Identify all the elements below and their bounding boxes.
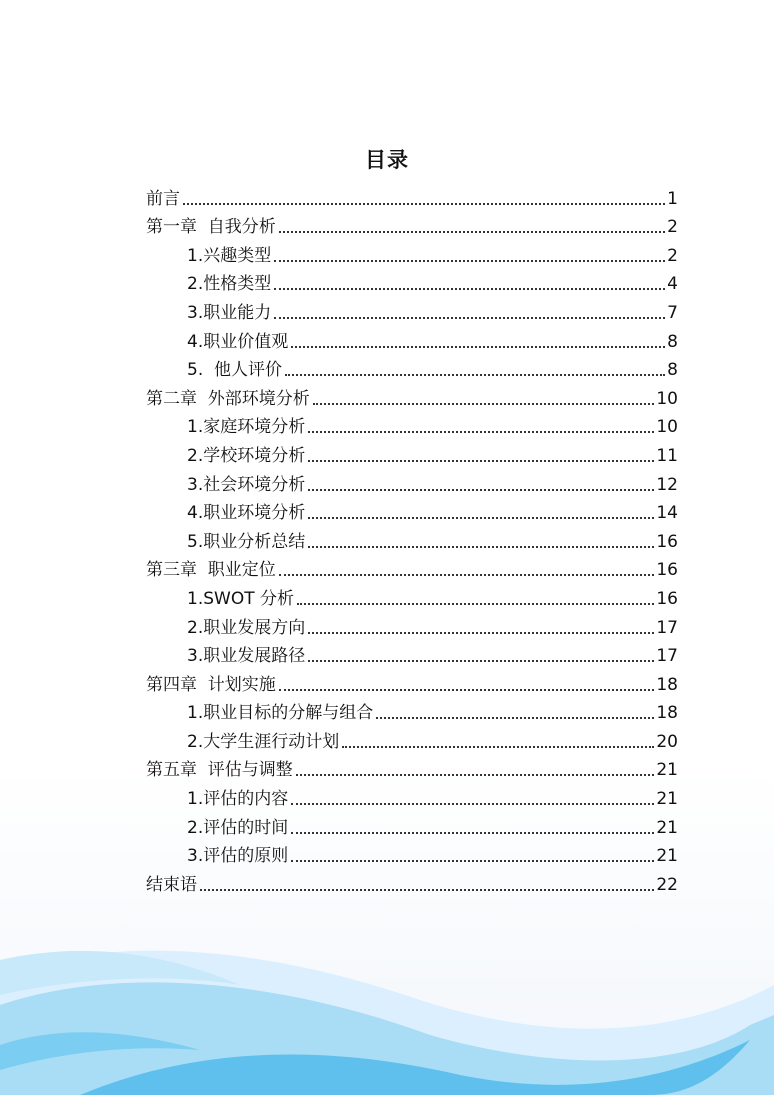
- toc-entry-page: 22: [656, 874, 678, 895]
- toc-entry-section[interactable]: [146, 609, 678, 638]
- toc-entry-label: 2.性格类型: [187, 274, 272, 295]
- toc-entry-page: 16: [656, 560, 678, 581]
- toc-entry-label: 1.职业目标的分解与组合: [187, 703, 374, 724]
- dot-leader: [308, 489, 654, 491]
- toc-entry-page: 8: [667, 360, 678, 381]
- dot-leader: [291, 346, 665, 348]
- toc-entry-page: 1: [667, 188, 678, 209]
- toc-entry-section[interactable]: [146, 495, 678, 524]
- toc-entry-label: 第一章 自我分析: [146, 217, 276, 238]
- dot-leader: [297, 603, 654, 605]
- toc-entry-label: 4.职业环境分析: [187, 503, 306, 524]
- dot-leader: [313, 403, 655, 405]
- toc-entry-label: 3.社会环境分析: [187, 474, 306, 495]
- toc-entry-conclusion[interactable]: [146, 866, 678, 895]
- toc-entry-section[interactable]: [146, 352, 678, 381]
- dot-leader: [183, 203, 665, 205]
- toc-entry-page: 12: [656, 474, 678, 495]
- toc-entry-section[interactable]: [146, 294, 678, 323]
- toc-entry-section[interactable]: [146, 523, 678, 552]
- dot-leader: [274, 288, 665, 290]
- toc-entry-label: 2.大学生涯行动计划: [187, 731, 340, 752]
- toc-entry-label: 3.职业能力: [187, 302, 272, 323]
- toc-entry-section[interactable]: [146, 695, 678, 724]
- toc-entry-page: 16: [656, 588, 678, 609]
- dot-leader: [274, 260, 665, 262]
- dot-leader: [200, 889, 654, 891]
- dot-leader: [291, 803, 654, 805]
- toc-entry-label: 1.家庭环境分析: [187, 417, 306, 438]
- toc-entry-page: 14: [656, 503, 678, 524]
- dot-leader: [308, 460, 654, 462]
- toc-entry-page: 17: [656, 646, 678, 667]
- toc-title: 目录: [365, 148, 409, 172]
- toc-entry-preface[interactable]: [146, 180, 678, 209]
- dot-leader: [308, 660, 654, 662]
- toc-entry-label: 2.评估的时间: [187, 817, 289, 838]
- toc-entry-label: 2.职业发展方向: [187, 617, 306, 638]
- dot-leader: [308, 546, 654, 548]
- toc-entry-section[interactable]: [146, 809, 678, 838]
- toc-entry-chapter-4[interactable]: [146, 666, 678, 695]
- toc-entry-page: 18: [656, 674, 678, 695]
- toc-entry-section[interactable]: [146, 323, 678, 352]
- table-of-contents: [146, 180, 678, 895]
- dot-leader: [291, 860, 654, 862]
- toc-entry-label: 第三章 职业定位: [146, 560, 276, 581]
- toc-entry-label: 1.兴趣类型: [187, 245, 272, 266]
- toc-entry-label: 前言: [146, 188, 180, 209]
- toc-entry-section[interactable]: [146, 237, 678, 266]
- toc-entry-page: 21: [656, 817, 678, 838]
- toc-entry-label: 5. 他人评价: [187, 360, 283, 381]
- toc-entry-label: 2.学校环境分析: [187, 445, 306, 466]
- toc-entry-chapter-1[interactable]: [146, 209, 678, 238]
- toc-entry-page: 21: [656, 846, 678, 867]
- dot-leader: [342, 746, 654, 748]
- toc-entry-page: 10: [656, 388, 678, 409]
- dot-leader: [308, 517, 654, 519]
- toc-entry-page: 8: [667, 331, 678, 352]
- toc-entry-chapter-5[interactable]: [146, 752, 678, 781]
- toc-entry-section[interactable]: [146, 266, 678, 295]
- dot-leader: [285, 374, 665, 376]
- dot-leader: [308, 632, 654, 634]
- decorative-wave-graphic: [0, 925, 774, 1095]
- toc-entry-section[interactable]: [146, 638, 678, 667]
- dot-leader: [376, 717, 654, 719]
- dot-leader: [296, 774, 655, 776]
- toc-entry-page: 16: [656, 531, 678, 552]
- toc-entry-page: 4: [667, 274, 678, 295]
- toc-entry-section[interactable]: [146, 780, 678, 809]
- toc-entry-page: 10: [656, 417, 678, 438]
- toc-entry-page: 20: [656, 731, 678, 752]
- toc-entry-label: 5.职业分析总结: [187, 531, 306, 552]
- toc-entry-chapter-2[interactable]: [146, 380, 678, 409]
- toc-entry-section[interactable]: [146, 409, 678, 438]
- toc-entry-label: 结束语: [146, 874, 197, 895]
- toc-entry-section[interactable]: [146, 437, 678, 466]
- toc-entry-label: 第四章 计划实施: [146, 674, 276, 695]
- toc-entry-page: 2: [667, 245, 678, 266]
- toc-entry-label: 3.评估的原则: [187, 846, 289, 867]
- toc-entry-label: 第五章 评估与调整: [146, 760, 293, 781]
- dot-leader: [279, 231, 665, 233]
- dot-leader: [308, 431, 654, 433]
- toc-entry-label: 3.职业发展路径: [187, 646, 306, 667]
- toc-entry-label: 4.职业价值观: [187, 331, 289, 352]
- toc-entry-page: 2: [667, 217, 678, 238]
- dot-leader: [291, 832, 654, 834]
- dot-leader: [279, 574, 655, 576]
- toc-entry-page: 7: [667, 302, 678, 323]
- toc-entry-label: 1.评估的内容: [187, 789, 289, 810]
- toc-entry-chapter-3[interactable]: [146, 552, 678, 581]
- dot-leader: [274, 317, 665, 319]
- toc-entry-page: 21: [656, 760, 678, 781]
- dot-leader: [279, 689, 655, 691]
- toc-entry-page: 21: [656, 789, 678, 810]
- toc-entry-label: 1.SWOT 分析: [187, 588, 294, 609]
- toc-entry-section[interactable]: [146, 580, 678, 609]
- toc-entry-page: 11: [656, 445, 678, 466]
- toc-entry-label: 第二章 外部环境分析: [146, 388, 310, 409]
- toc-entry-section[interactable]: [146, 723, 678, 752]
- toc-entry-page: 17: [656, 617, 678, 638]
- toc-entry-page: 18: [656, 703, 678, 724]
- toc-entry-section[interactable]: [146, 466, 678, 495]
- toc-entry-section[interactable]: [146, 838, 678, 867]
